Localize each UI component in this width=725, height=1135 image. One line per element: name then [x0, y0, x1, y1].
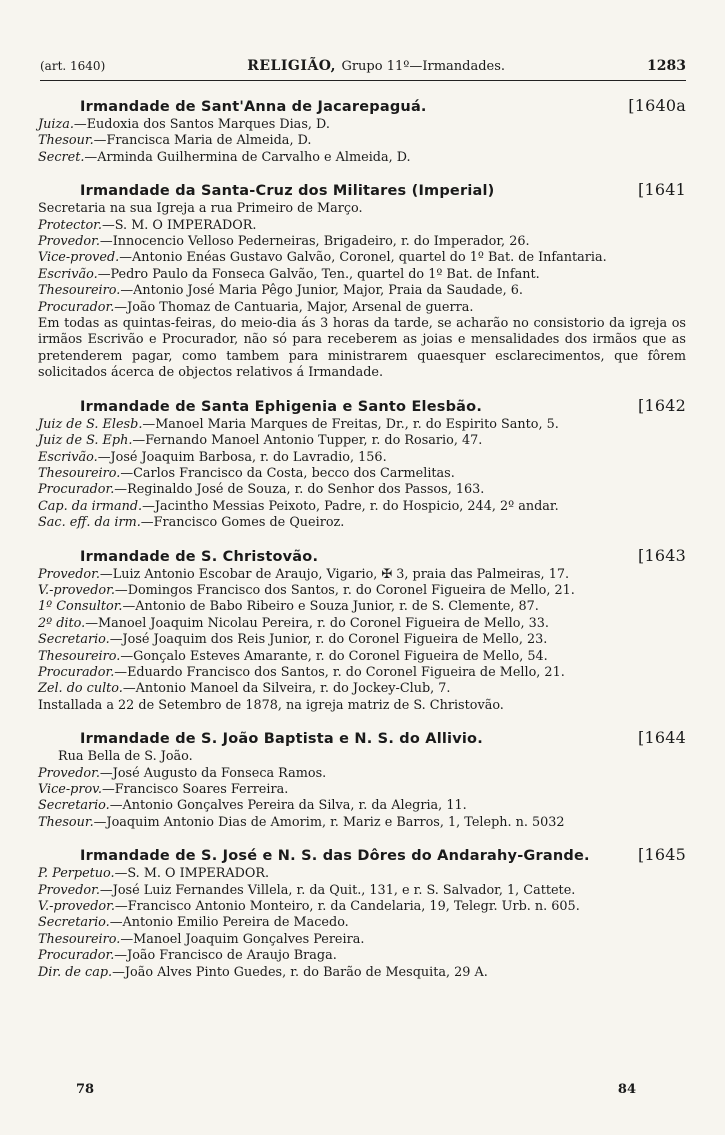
member-entry	[38, 883, 686, 899]
member-entry	[38, 782, 686, 798]
member-entry	[38, 150, 686, 166]
member-entry	[38, 899, 686, 915]
member-role: Procurador.	[38, 948, 115, 964]
section-1	[38, 180, 686, 381]
section-heading	[38, 546, 686, 565]
member-role: Procurador.	[38, 482, 115, 498]
section-address: Secretaria na sua Igreja a rua Primeiro de Março.	[38, 201, 363, 217]
member-role: V.-provedor.	[38, 582, 115, 598]
member-entry	[38, 948, 686, 964]
member-name: —Antonio Enéas Gustavo Galvão, Coronel, quartel do 1º Bat. de Infantaria.	[119, 250, 607, 266]
member-role: Escrivão.	[38, 449, 98, 465]
member-role: Procurador.	[38, 299, 115, 315]
member-name: —Francisco Antonio Monteiro, r. da Candelaria, 19, Telegr. Urb. n. 605.	[114, 899, 580, 915]
member-entry	[38, 300, 686, 316]
member-name: —Antonio Manoel da Silveira, r. do Jockey-Club, 7.	[122, 681, 451, 697]
section-title: Irmandade de Sant'Anna de Jacarepaguá.	[80, 99, 427, 115]
member-name: —Manoel Joaquim Gonçalves Pereira.	[120, 931, 365, 947]
member-name: —Francisco Gomes de Queiroz.	[140, 515, 345, 531]
section-title: Irmandade de S. José e N. S. das Dôres do Andarahy-Grande.	[80, 848, 590, 865]
member-role: Secret.	[38, 149, 85, 165]
section-heading	[38, 728, 686, 747]
section-heading	[38, 180, 686, 199]
member-name: —José Joaquim dos Reis Junior, r. do Coronel Figueira de Mello, 23.	[109, 632, 548, 648]
member-entry	[38, 250, 686, 266]
member-entry	[38, 681, 686, 697]
member-name: —José Augusto da Fonseca Ramos.	[99, 765, 327, 781]
member-name: —Manoel Maria Marques de Freitas, Dr., r. do Espirito Santo, 5.	[142, 416, 559, 432]
member-role: Secretario.	[38, 632, 110, 648]
member-role: P. Perpetuo.	[38, 866, 115, 882]
section-4	[38, 728, 686, 831]
member-name: —João Alves Pinto Guedes, r. do Barão de Mesquita, 29 A.	[112, 964, 488, 980]
member-entry	[38, 417, 686, 433]
member-role: V.-provedor.	[38, 899, 115, 915]
page-footer	[76, 1082, 636, 1097]
member-entry	[38, 283, 686, 299]
running-title-sub: Grupo 11º—Irmandades.	[341, 59, 506, 74]
page-number: 1283	[647, 58, 686, 74]
section-number: [1641	[638, 180, 686, 200]
section-number: [1645	[638, 845, 686, 865]
member-name: —Innocencio Velloso Pederneiras, Brigadeiro, r. do Imperador, 26.	[99, 234, 530, 250]
section-note: Em todas as quintas-feiras, do meio-dia ás 3 horas da tarde, se acharão no consistorio da igreja os irmãos Escrivão e Procurador, não só para receberem as joias e mensalidades dos irmãos que as pretenderem pagar, como tambem para ministrarem quaesquer esclarecimentos, que fôrem solicitados ácerca de objectos relativos á Irmandade.	[38, 316, 686, 381]
member-entry	[38, 649, 686, 665]
member-name: —Pedro Paulo da Fonseca Galvão, Ten., quartel do 1º Bat. de Infant.	[97, 266, 540, 282]
section-heading	[38, 845, 686, 864]
member-entry	[38, 599, 686, 615]
running-title-main: RELIGIÃO,	[247, 58, 337, 74]
member-entry	[38, 234, 686, 250]
member-entry	[38, 583, 686, 599]
member-entry	[38, 133, 686, 149]
member-entry	[38, 915, 686, 931]
section-address: Rua Bella de S. João.	[58, 749, 193, 765]
member-name: —Antonio Emilio Pereira de Macedo.	[109, 915, 349, 931]
member-name: —Francisco Soares Ferreira.	[101, 782, 289, 797]
member-entry	[38, 499, 686, 515]
member-role: 2º dito.	[38, 615, 86, 631]
member-entry	[38, 798, 686, 814]
member-role: Vice-prov.	[38, 782, 102, 797]
section-5	[38, 845, 686, 981]
member-name: —Antonio Gonçalves Pereira da Silva, r. da Alegria, 11.	[109, 798, 467, 814]
section-title: Irmandade da Santa-Cruz dos Militares (Imperial)	[80, 183, 495, 200]
member-entry	[38, 515, 686, 531]
member-name: —Jacintho Messias Peixoto, Padre, r. do Hospicio, 244, 2º andar.	[142, 498, 559, 514]
footer-signature-left: 78	[76, 1082, 95, 1097]
section-title: Irmandade de S. Christovão.	[80, 548, 319, 565]
section-0	[38, 96, 686, 166]
article-ref: (art. 1640)	[40, 59, 106, 73]
member-name: —João Francisco de Araujo Braga.	[114, 948, 337, 964]
member-role: Thesour.	[38, 133, 94, 149]
member-role: Thesoureiro.	[38, 931, 121, 947]
member-name: —Antonio de Babo Ribeiro e Souza Junior, r. de S. Clemente, 87.	[122, 599, 539, 615]
member-name: —Francisca Maria de Almeida, D.	[93, 133, 312, 149]
member-name: —Eduardo Francisco dos Santos, r. do Coronel Figueira de Mello, 21.	[114, 664, 565, 680]
member-entry	[38, 616, 686, 632]
member-role: Escrivão.	[38, 266, 98, 282]
member-name: —Arminda Guilhermina de Carvalho e Almeida, D.	[84, 149, 411, 165]
member-name: —S. M. O IMPERADOR.	[101, 217, 257, 233]
page-header	[40, 58, 686, 81]
section-title: Irmandade de S. João Baptista e N. S. do Allivio.	[80, 731, 483, 748]
section-3	[38, 546, 686, 715]
member-role: Provedor.	[38, 765, 100, 781]
running-title	[247, 58, 505, 74]
section-number: [1642	[638, 395, 686, 415]
member-role: Sac. eff. da irm.	[38, 515, 141, 531]
section-number: [1644	[638, 728, 686, 748]
member-name: —Antonio José Maria Pêgo Junior, Major, Praia da Saudade, 6.	[120, 283, 523, 299]
member-role: Provedor.	[38, 234, 100, 250]
member-entry	[38, 815, 686, 831]
section-number: [1643	[638, 545, 686, 565]
member-entry	[38, 466, 686, 482]
member-entry	[38, 267, 686, 283]
section-2	[38, 396, 686, 532]
member-name: —S. M. O IMPERADOR.	[114, 866, 270, 882]
member-role: Thesour.	[38, 814, 94, 830]
page-body	[38, 96, 686, 995]
member-role: Provedor.	[38, 882, 100, 898]
member-role: Juiz de S. Eph.	[38, 433, 133, 449]
member-entry	[38, 665, 686, 681]
member-role: Thesoureiro.	[38, 465, 121, 481]
member-role: Juiza.	[38, 117, 74, 132]
member-name: —João Thomaz de Cantuaria, Major, Arsenal de guerra.	[114, 299, 474, 315]
member-name: —Joaquim Antonio Dias de Amorim, r. Mariz e Barros, 1, Teleph. n. 5032	[93, 814, 565, 830]
member-role: Vice-proved.	[38, 250, 120, 266]
member-name: —José Luiz Fernandes Villela, r. da Quit., 131, e r. S. Salvador, 1, Cattete.	[99, 882, 576, 898]
member-role: Cap. da irmand.	[38, 498, 143, 514]
member-name: —Fernando Manoel Antonio Tupper, r. do Rosario, 47.	[132, 433, 483, 449]
member-entry	[38, 766, 686, 782]
member-entry	[38, 932, 686, 948]
member-entry	[38, 117, 686, 133]
footer-signature-right: 84	[617, 1082, 636, 1097]
member-role: Provedor.	[38, 566, 100, 582]
member-name: —Domingos Francisco dos Santos, r. do Coronel Figueira de Mello, 21.	[114, 582, 575, 598]
member-name: —Reginaldo José de Souza, r. do Senhor dos Passos, 163.	[114, 482, 485, 498]
member-role: Secretario.	[38, 915, 110, 931]
member-role: Juiz de S. Elesb.	[38, 416, 143, 432]
member-name: —José Joaquim Barbosa, r. do Lavradio, 156.	[97, 449, 387, 465]
section-heading	[38, 396, 686, 415]
section-number: [1640a	[628, 96, 686, 115]
member-entry	[38, 482, 686, 498]
member-name: —Eudoxia dos Santos Marques Dias, D.	[73, 117, 330, 132]
member-role: Protector.	[38, 217, 102, 233]
member-entry	[38, 567, 686, 583]
section-heading	[38, 96, 686, 115]
member-name: —Luiz Antonio Escobar de Araujo, Vigario, ✠ 3, praia das Palmeiras, 17.	[99, 566, 570, 582]
member-name: —Carlos Francisco da Costa, becco dos Carmelitas.	[120, 465, 455, 481]
member-entry	[38, 450, 686, 466]
section-installation-note: Installada a 22 de Setembro de 1878, na igreja matriz de S. Christovão.	[38, 697, 504, 713]
member-role: Procurador.	[38, 664, 115, 680]
section-title: Irmandade de Santa Ephigenia e Santo Elesbão.	[80, 398, 483, 415]
member-role: Zel. do culto.	[38, 681, 123, 697]
member-entry	[38, 632, 686, 648]
member-role: Dir. de cap.	[38, 964, 113, 980]
member-name: —Manoel Joaquim Nicolau Pereira, r. do Coronel Figueira de Mello, 33.	[85, 615, 549, 631]
member-role: Thesoureiro.	[38, 648, 121, 664]
member-role: 1º Consultor.	[38, 599, 123, 615]
member-entry	[38, 965, 686, 981]
member-entry	[38, 433, 686, 449]
member-role: Secretario.	[38, 798, 110, 814]
member-name: —Gonçalo Esteves Amarante, r. do Coronel Figueira de Mello, 54.	[120, 648, 548, 664]
member-entry	[38, 218, 686, 234]
member-role: Thesoureiro.	[38, 283, 121, 299]
member-entry	[38, 866, 686, 882]
